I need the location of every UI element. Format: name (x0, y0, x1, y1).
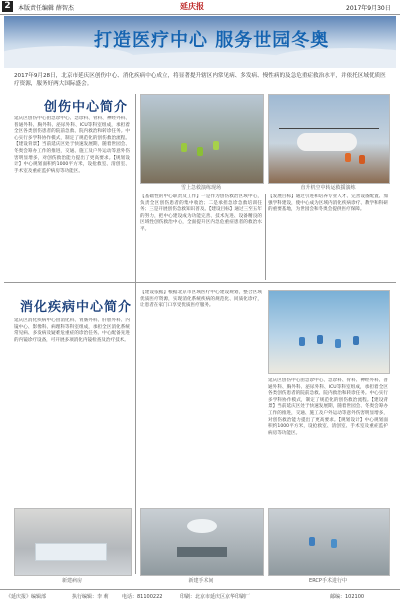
masthead: 延庆报 (180, 2, 204, 11)
photo-caption: 新建手术间 (188, 578, 214, 584)
article-column: 【发展目标】通过引进和培养专业人才、完善设备配置、加强学科建设，使中心成为区域内消化疾病诊疗、教学和科研的重要基地，为世园会和冬奥会提供医疗保障。 (268, 194, 388, 213)
article-title-digestive: 消化疾病中心简介 (20, 300, 133, 315)
column-rule (135, 94, 136, 574)
photo-ward (14, 508, 132, 576)
page-header (0, 0, 400, 15)
photo-helicopter (268, 94, 390, 184)
photo-caption: 雪上急救演练现场 (180, 185, 221, 191)
photo-snow-rescue (140, 94, 264, 184)
photo-caption: 直升机空中转运救援演练 (300, 185, 356, 191)
headline-banner (4, 16, 396, 68)
intro-paragraph: 2017年9月28日，北京市延庆区创伤中心、消化疾病中心成立，将显著提升辖区内常见病、多发病、慢性病的及急危重症救治水平，并依托区域优质医疗资源，服务好两大国际盛会。 (14, 73, 386, 87)
column-rule (265, 194, 266, 280)
footer-masthead: 《延庆报》编辑部 (6, 594, 47, 600)
article-column: 延庆区创伤中心由急诊中心、急诊科、骨科、神经外科、普通外科、胸外科、泌尿外科、ICU等科室组成，承担着全区各类创伤患者的院前急救、院内救治和转诊任务。中心实行多学科协作模式，制定了规范化的创伤救治流程。【建设背景】当前延庆区处于快速发展期，随着世园会、冬奥会筹办工作的推进，交通、施工及户外运动等意外伤害明显增多，对创伤救治能力提出了更高要求。【规划设计】中心规划面积约1000平方米，设抢救室、清创室、手术室及重症监护病房等功能区。 (268, 378, 388, 436)
photo-caption: ERCP手术进行中 (309, 578, 347, 584)
footer-phone: 电话：81100222 (122, 594, 163, 600)
page-date: 2017年9月30日 (346, 5, 391, 12)
article-column: 延庆区创伤中心由急诊中心、急诊科、骨科、神经外科、普通外科、胸外科、泌尿外科、ICU等科室组成，承担着全区各类创伤患者的院前急救、院内救治和转诊任务。中心实行多学科协作模式，制定了规范化的创伤救治流程。【建设背景】当前延庆区处于快速发展期，随着世园会、冬奥会筹办工作的推进，交通、施工及户外运动等意外伤害明显增多，对创伤救治能力提出了更高要求。【规划设计】中心规划面积约1000平方米，设抢救室、清创室、手术室及重症监护病房等功能区。 (14, 116, 130, 174)
article-column: 延庆区消化疾病中心由消化科、胃肠外科、肝胆外科、内镜中心、影像科、病理科等科室组成，承担全区消化系统常见病、多发病及疑难危重症的诊治任务。中心配备先进的内镜诊疗设备，可开展多项消化内镜检查及治疗技术。 (14, 318, 130, 343)
page-footer (0, 589, 400, 601)
photo-endoscopy (268, 508, 390, 576)
section-label: 本版责任编辑 薛智杰 (18, 5, 74, 12)
footer-print: 印刷：北京市延庆区京华印刷厂 (180, 594, 251, 600)
footer-editor: 执行编辑：李 莉 (72, 594, 109, 600)
article-column: 【建设依据】根据北京市区域医疗中心建设规划，整合区域优质医疗资源，实现消化系统疾病的规范化、同质化诊疗，让患者在家门口享受优质医疗服务。 (140, 290, 262, 309)
photo-caption: 新建病房 (61, 578, 82, 584)
section-divider (4, 282, 396, 283)
photo-operating-room (140, 508, 264, 576)
footer-postcode: 邮编：102100 (330, 594, 365, 600)
banner-title: 打造医疗中心 服务世园冬奥 (94, 30, 330, 51)
photo-ercp-team (268, 290, 390, 374)
article-column: 【基础性的中心职责及工作】一是作为创伤救治区域中心，负责全区创伤患者的集中收治；二是承担急诊急救培训任务；三是开展创伤急救知识普及。【建设目标】通过三至五年的努力，把中心建设成为功能完善、技术先进、设备精良的区域性创伤救治中心，全面提升区内急危重症患者的救治水平。 (140, 194, 262, 232)
page-number: 2 (2, 1, 13, 12)
article-title-trauma: 创伤中心简介 (44, 100, 129, 115)
